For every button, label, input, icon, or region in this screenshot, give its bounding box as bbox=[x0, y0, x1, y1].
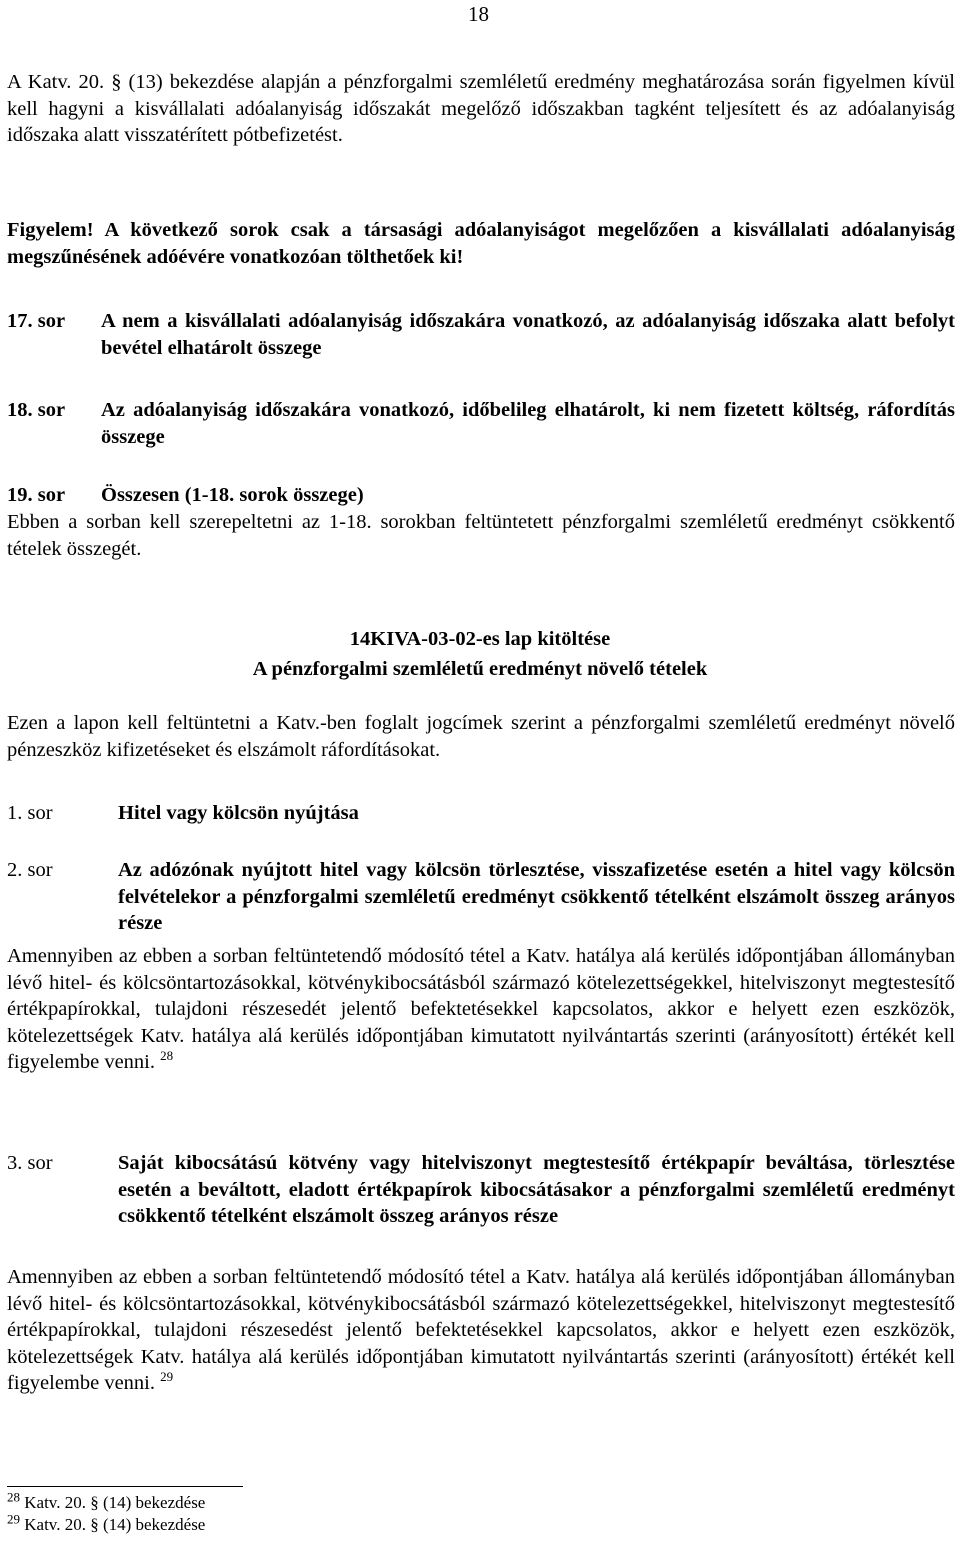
page-number: 18 bbox=[468, 2, 489, 26]
row-number: 1. sor bbox=[7, 802, 53, 824]
row-title: A nem a kisvállalati adóalanyiság időszakára vonatkozó, az adóalanyiság időszaka alatt befolyt bevétel elhatárolt összege bbox=[101, 310, 955, 359]
section-heading: 14KIVA-03-02-es lap kitöltése bbox=[349, 628, 611, 650]
row-title: Saját kibocsátású kötvény vagy hitelviszonyt megtestesítő értékpapír beváltása, törlesztése esetén a beváltott, eladott értékpapírok kibocsátásakor a pénzforgalmi szemléletű eredményt csökkentő tételként elszámolt összeg arányos része bbox=[118, 1152, 955, 1227]
row-title: Az adózónak nyújtott hitel vagy kölcsön törlesztése, visszafizetése esetén a hitel vagy kölcsön felvételekor a pénzforgalmi szemléletű eredményt csökkentő tételként elszámolt összeg arányos része bbox=[118, 859, 955, 934]
row-19-description: Ebben a sorban kell szerepeltetni az 1-18. sorokban feltüntetett pénzforgalmi szemléletű eredményt csökkentő tételek összegét. bbox=[7, 511, 955, 560]
row-number: 17. sor bbox=[7, 310, 66, 332]
footnote-text: Katv. 20. § (14) bekezdése bbox=[24, 1515, 206, 1534]
footnote bbox=[7, 1489, 206, 1513]
row-number: 3. sor bbox=[7, 1152, 53, 1174]
footnote-number: 29 bbox=[7, 1511, 20, 1527]
notice-paragraph: Figyelem! A következő sorok csak a társasági adóalanyiságot megelőzően a kisvállalati adóalanyiság megszűnésének adóévére vonatkozóan tölthetőek ki! bbox=[7, 219, 955, 268]
footnote-number: 28 bbox=[7, 1489, 20, 1505]
row-title: Hitel vagy kölcsön nyújtása bbox=[118, 802, 359, 824]
footnote-ref: 28 bbox=[160, 1048, 174, 1064]
section-subheading: A pénzforgalmi szemléletű eredményt növelő tételek bbox=[252, 658, 708, 680]
row-3-description bbox=[7, 1264, 955, 1397]
footnote-text: Katv. 20. § (14) bekezdése bbox=[24, 1493, 206, 1512]
row-number: 2. sor bbox=[7, 859, 53, 881]
footnote-divider bbox=[7, 1486, 243, 1487]
paragraph-intro: A Katv. 20. § (13) bekezdése alapján a pénzforgalmi szemléletű eredmény meghatározása során figyelmen kívül kell hagyni a kisvállalati adóalanyiság időszakát megelőző időszakban tagként teljesített és az adóalanyiság időszaka alatt visszatérített pótbefizetést. bbox=[7, 71, 955, 146]
footnote-ref: 29 bbox=[160, 1369, 174, 1385]
row-number: 18. sor bbox=[7, 399, 66, 421]
row-number: 19. sor bbox=[7, 484, 66, 506]
description-text: Amennyiben az ebben a sorban feltüntetendő módosító tétel a Katv. hatálya alá kerülés időpontjában állományban lévő hitel- és kölcsöntartozásokkal, kötvénykibocsátásból származó kötelezettségekkel, hitelviszonyt megtestesítő értékpapírokkal, tulajdoni részesedést jelentő befektetésekkel kapcsolatos, akkor e helyett ezen eszközök, kötelezettségek Katv. hatálya alá kerülés időpontjában kimutatott nyilvántartás szerinti (arányosított) értékét kell figyelembe venni. bbox=[7, 1266, 955, 1394]
section-intro: Ezen a lapon kell feltüntetni a Katv.-ben foglalt jogcímek szerint a pénzforgalmi szemléletű eredményt növelő pénzeszköz kifizetéseket és elszámolt ráfordításokat. bbox=[7, 712, 955, 761]
row-title: Az adóalanyiság időszakára vonatkozó, időbelileg elhatárolt, ki nem fizetett költség, ráfordítás összege bbox=[101, 399, 955, 448]
row-title: Összesen (1-18. sorok összege) bbox=[101, 484, 364, 506]
row-2-description bbox=[7, 943, 955, 1076]
footnote bbox=[7, 1511, 206, 1535]
description-text: Amennyiben az ebben a sorban feltüntetendő módosító tétel a Katv. hatálya alá kerülés időpontjában állományban lévő hitel- és kölcsöntartozásokkal, kötvénykibocsátásból származó kötelezettségekkel, hitelviszonyt megtestesítő értékpapírokkal, tulajdoni részesedét jelentő befektetésekkel kapcsolatos, akkor e helyett ezen eszközök, kötelezettségek Katv. hatálya alá kerülés időpontjában kimutatott nyilvántartás szerinti (arányosított) értékét kell figyelembe venni. bbox=[7, 945, 955, 1073]
